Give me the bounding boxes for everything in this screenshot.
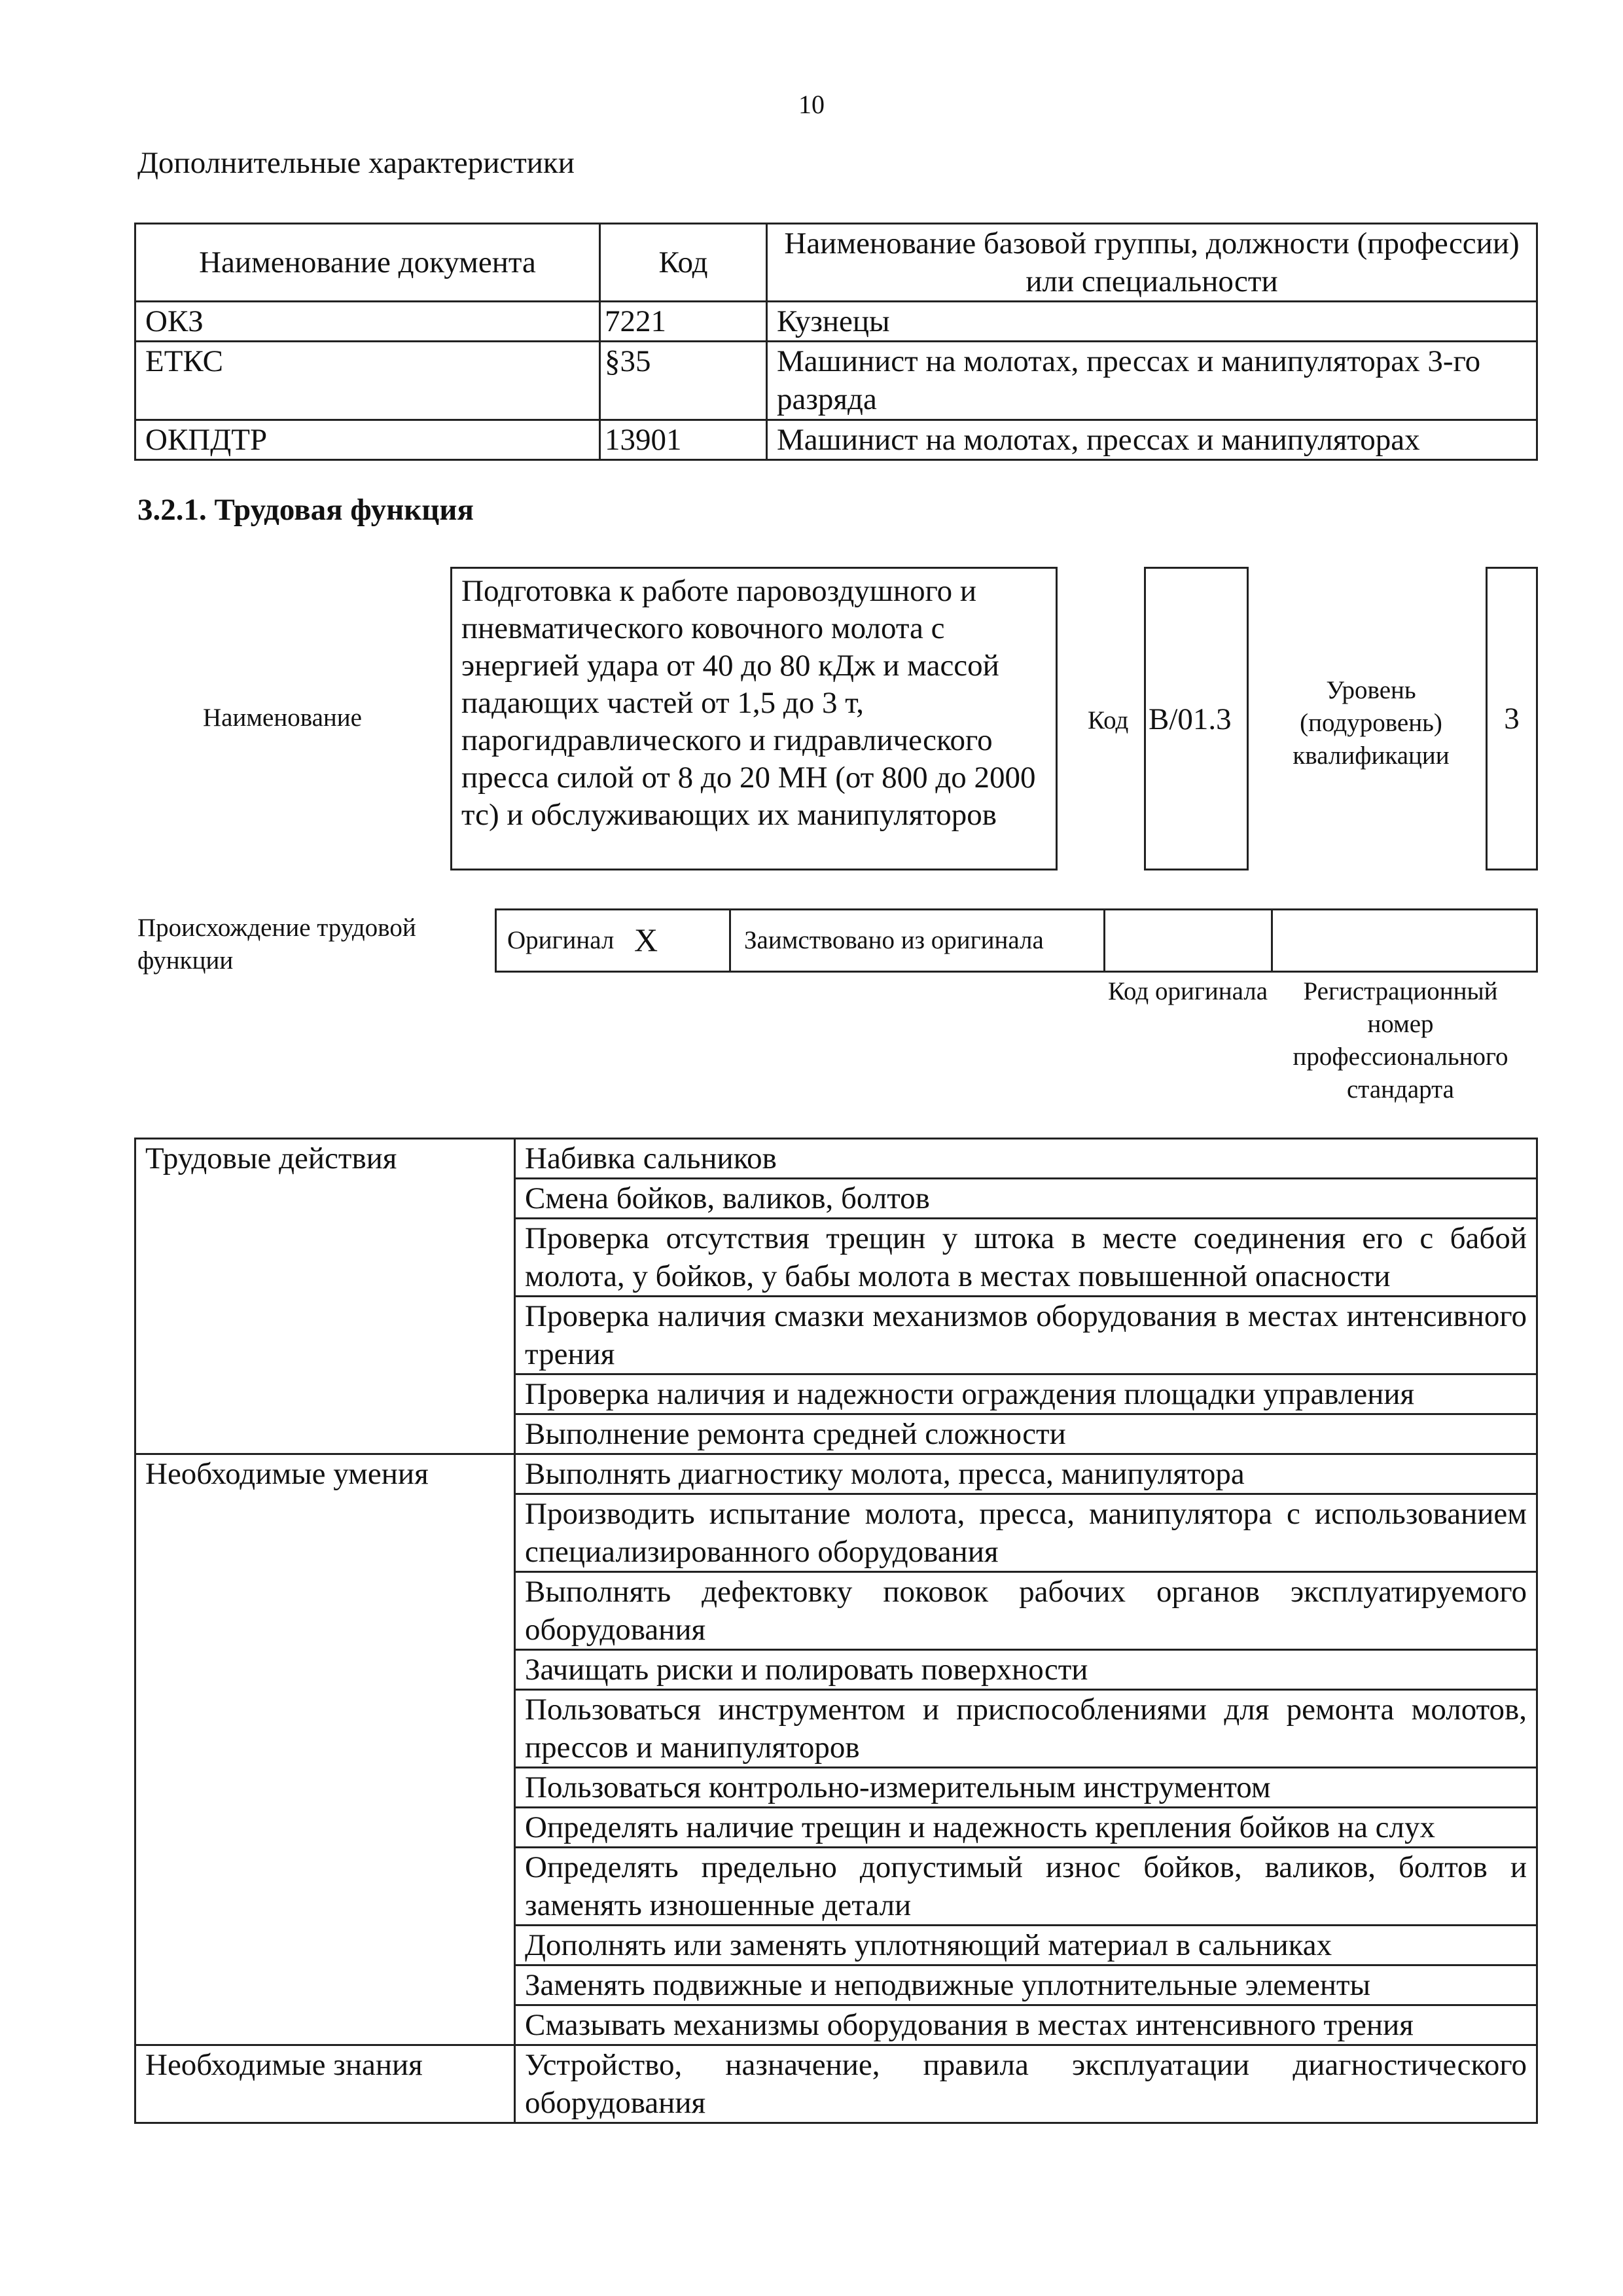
skill-item: Определять наличие трещин и надежность крепления бойков на слух [515,1808,1537,1848]
level-value-box: 3 [1486,567,1538,870]
table-row [135,302,1537,342]
origin-row [495,908,1538,973]
additional-characteristics-table [134,223,1538,461]
header-group-name: Наименование базовой группы, должности (профессии) или специальности [767,224,1537,302]
skill-item: Заменять подвижные и неподвижные уплотнительные элементы [515,1965,1537,2005]
name-label: Наименование [203,704,362,732]
original-label: Оригинал [507,926,615,954]
origin-label: Происхождение трудовой функции [137,914,416,975]
labor-action-item: Смена бойков, валиков, болтов [515,1179,1537,1219]
name-cell: Кузнецы [767,302,1537,342]
labor-action-item: Проверка наличия смазки механизмов оборудования в местах интенсивного трения [515,1297,1537,1374]
skill-item: Выполнять диагностику молота, пресса, манипулятора [515,1454,1537,1494]
skill-item: Пользоваться инструментом и приспособлениями для ремонта молотов, прессов и манипуляторов [515,1690,1537,1768]
code-cell: §35 [600,342,767,420]
original-mark: X [634,922,658,958]
labor-actions-label: Трудовые действия [135,1139,515,1454]
skill-item: Смазывать механизмы оборудования в местах интенсивного трения [515,2005,1537,2045]
table-row [135,1454,1537,1494]
registration-number-cell [1273,910,1536,971]
original-cell [497,910,731,971]
skill-item: Выполнять дефектовку поковок рабочих органов эксплуатируемого оборудования [515,1572,1537,1650]
name-cell: Машинист на молотах, прессах и манипуляторах [767,420,1537,460]
required-knowledge-label: Необходимые знания [135,2045,515,2123]
skill-item: Дополнять или заменять уплотняющий материал в сальниках [515,1926,1537,1965]
doc-cell: ОКПДТР [135,420,600,460]
borrowed-label: Заимствовано из оригинала [731,910,1105,971]
code-cell: 13901 [600,420,767,460]
doc-cell: ЕТКС [135,342,600,420]
level-label: Уровень (подуровень) квалификации [1293,676,1450,770]
table-row [135,342,1537,420]
code-label: Код [1088,706,1129,734]
knowledge-item: Устройство, назначение, правила эксплуатации диагностического оборудования [515,2045,1537,2123]
name-cell: Машинист на молотах, прессах и манипуляторах 3-го разряда [767,342,1537,420]
labor-function-heading: 3.2.1. Трудовая функция [137,493,474,527]
page-number: 10 [798,90,825,119]
labor-action-item: Проверка наличия и надежности ограждения площадки управления [515,1374,1537,1414]
function-code-box: B/01.3 [1144,567,1249,870]
labor-function-details-table [134,1138,1538,2124]
table-row [135,420,1537,460]
skill-item: Определять предельно допустимый износ бойков, валиков, болтов и заменять изношенные детали [515,1848,1537,1926]
labor-action-item: Проверка отсутствия трещин у штока в месте соединения его с бабой молота, у бойков, у бабы молота в местах повышенной опасности [515,1219,1537,1297]
doc-cell: ОКЗ [135,302,600,342]
original-code-cell [1107,910,1273,971]
table-row [135,2045,1537,2123]
registration-number-caption: Регистрационный номер профессионального стандарта [1293,977,1508,1103]
original-code-caption: Код оригинала [1107,977,1268,1005]
table-row [135,1139,1537,1179]
header-document-name: Наименование документа [135,224,600,302]
additional-characteristics-heading: Дополнительные характеристики [137,146,575,180]
skill-item: Зачищать риски и полировать поверхности [515,1650,1537,1690]
skill-item: Пользоваться контрольно-измерительным инструментом [515,1768,1537,1808]
required-skills-label: Необходимые умения [135,1454,515,2045]
header-code: Код [600,224,767,302]
skill-item: Производить испытание молота, пресса, манипулятора с использованием специализированного оборудования [515,1494,1537,1572]
function-name-box: Подготовка к работе паровоздушного и пневматического ковочного молота с энергией удара от 40 до 80 кДж и массой падающих частей от 1,5 до 3 т, парогидравлического и гидравлического пресса силой от 8 до 20 МН (от 800 до 2000 тс) и обслуживающих их манипуляторов [450,567,1058,870]
labor-action-item: Выполнение ремонта средней сложности [515,1414,1537,1454]
labor-action-item: Набивка сальников [515,1139,1537,1179]
code-cell: 7221 [600,302,767,342]
